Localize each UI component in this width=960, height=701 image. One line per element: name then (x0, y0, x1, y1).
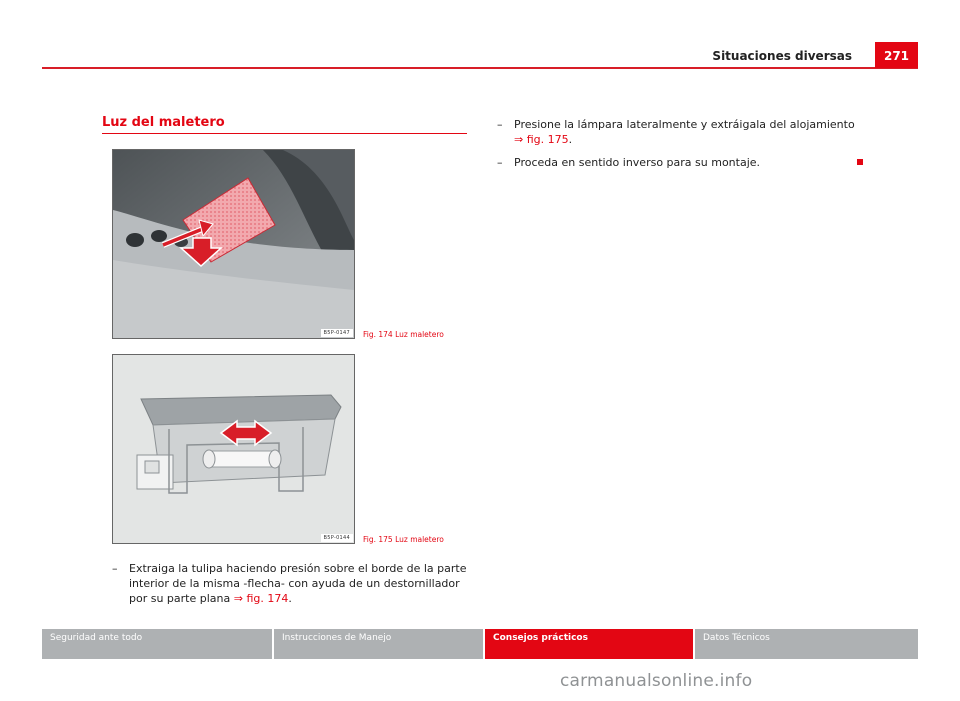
instruction-step (497, 117, 857, 147)
trunk-light-illustration (113, 150, 354, 338)
figure-lamp-housing-drawing (112, 354, 355, 544)
figure-caption: Fig. 174 Luz maletero (363, 330, 444, 339)
tab-instrucciones[interactable]: Instrucciones de Manejo (274, 629, 483, 659)
figure-reference-link[interactable]: ⇒ fig. 175 (514, 133, 569, 146)
watermark: carmanualsonline.info (560, 671, 753, 691)
step-text-wrapper (497, 117, 857, 147)
section-title: Situaciones diversas (712, 49, 852, 63)
lamp-housing-illustration (113, 355, 354, 543)
figure-code: B5P-0147 (321, 329, 353, 337)
tab-seguridad[interactable]: Seguridad ante todo (42, 629, 272, 659)
instruction-step (112, 561, 474, 606)
page-number: 271 (883, 49, 910, 63)
step-text: Proceda en sentido inverso para su montaje. (514, 156, 761, 169)
step-dash: – (497, 118, 503, 131)
tab-consejos-active[interactable]: Consejos prácticos (485, 629, 693, 659)
footer-tab-bar (42, 629, 918, 659)
step-text: Presione la lámpara lateralmente y extráigala del alojamiento (514, 118, 855, 131)
step-end: . (288, 592, 292, 605)
chapter-heading: Luz del maletero (102, 115, 225, 130)
step-text-wrapper (497, 155, 857, 170)
heading-rule (102, 133, 467, 134)
instruction-step (497, 155, 857, 170)
figure-code: B5P-0144 (321, 534, 353, 542)
step-text-wrapper (112, 561, 474, 606)
step-dash: – (112, 562, 118, 575)
header-rule (42, 67, 918, 69)
step-end: . (568, 133, 573, 146)
figure-trunk-light-photo (112, 149, 355, 339)
step-text: Extraiga la tulipa haciendo presión sobre el borde de la parte interior de la misma -flecha- con ayuda de un destornillador por su parte plana (129, 562, 467, 605)
figure-reference-link[interactable]: ⇒ fig. 174 (233, 592, 289, 605)
tab-datos-tecnicos[interactable]: Datos Técnicos (695, 629, 918, 659)
section-end-marker (857, 159, 863, 165)
step-dash: – (497, 156, 503, 169)
figure-caption: Fig. 175 Luz maletero (363, 535, 444, 544)
page-number-badge (875, 42, 918, 68)
